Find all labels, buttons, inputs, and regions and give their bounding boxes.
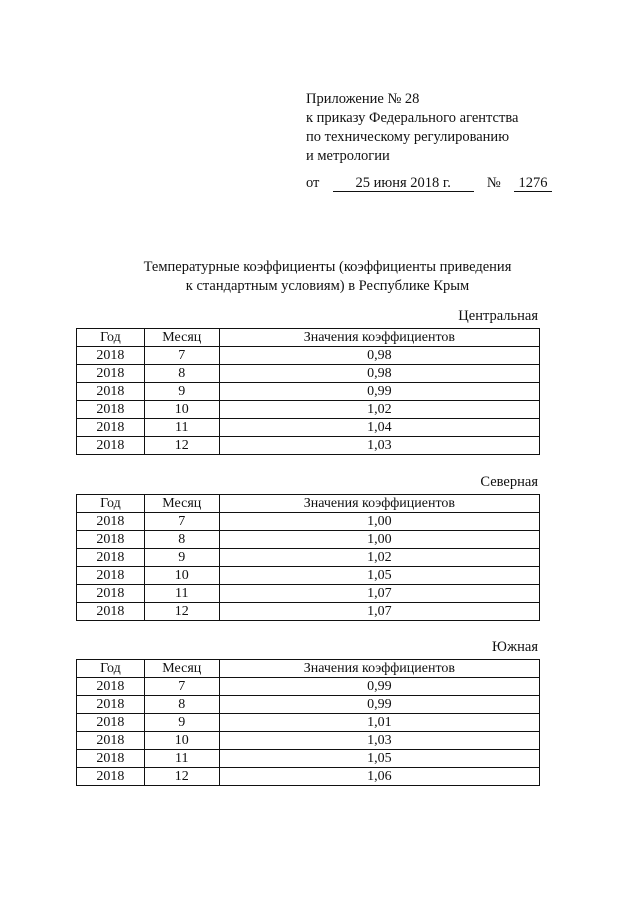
cell-month: 12 <box>144 603 219 621</box>
order-date: 25 июня 2018 г. <box>333 176 474 192</box>
title-line-1: Температурные коэффициенты (коэффициенты приведения <box>143 259 512 275</box>
cell-value: 1,02 <box>219 549 539 567</box>
order-reference-line: к приказу Федерального агентства <box>306 110 519 126</box>
cell-year: 2018 <box>77 567 145 585</box>
cell-year: 2018 <box>77 419 145 437</box>
cell-month: 11 <box>144 585 219 603</box>
cell-value: 1,03 <box>219 437 539 455</box>
column-header-year: Год <box>77 660 145 678</box>
cell-month: 8 <box>144 531 219 549</box>
table-row <box>77 365 540 383</box>
cell-value: 1,05 <box>219 567 539 585</box>
column-header-values: Значения коэффициентов <box>219 329 539 347</box>
order-date-number-line <box>306 174 552 193</box>
cell-year: 2018 <box>77 678 145 696</box>
table-row <box>77 585 540 603</box>
column-header-year: Год <box>77 329 145 347</box>
order-number: 1276 <box>514 176 552 192</box>
column-header-values: Значения коэффициентов <box>219 495 539 513</box>
cell-month: 7 <box>144 678 219 696</box>
table-header-row <box>77 329 540 347</box>
cell-year: 2018 <box>77 383 145 401</box>
cell-month: 12 <box>144 768 219 786</box>
table-row <box>77 401 540 419</box>
cell-month: 10 <box>144 401 219 419</box>
coefficients-table-northern <box>76 494 540 621</box>
table-row <box>77 567 540 585</box>
cell-month: 9 <box>144 549 219 567</box>
cell-value: 0,99 <box>219 383 539 401</box>
appendix-header <box>306 90 552 193</box>
order-number-sign: № <box>486 175 501 191</box>
table-header-row <box>77 660 540 678</box>
coefficients-table-central <box>76 328 540 455</box>
cell-year: 2018 <box>77 347 145 365</box>
cell-month: 8 <box>144 365 219 383</box>
column-header-month: Месяц <box>144 329 219 347</box>
cell-year: 2018 <box>77 696 145 714</box>
cell-value: 1,05 <box>219 750 539 768</box>
table-row <box>77 768 540 786</box>
table-row <box>77 437 540 455</box>
agency-line: по техническому регулированию <box>306 129 510 145</box>
cell-year: 2018 <box>77 531 145 549</box>
cell-year: 2018 <box>77 768 145 786</box>
cell-value: 1,00 <box>219 513 539 531</box>
title-line-2: к стандартным условиям) в Республике Крым <box>185 278 470 294</box>
cell-month: 12 <box>144 437 219 455</box>
cell-year: 2018 <box>77 437 145 455</box>
table-row <box>77 696 540 714</box>
cell-month: 7 <box>144 347 219 365</box>
cell-value: 0,98 <box>219 365 539 383</box>
cell-year: 2018 <box>77 585 145 603</box>
cell-value: 1,00 <box>219 531 539 549</box>
cell-value: 1,04 <box>219 419 539 437</box>
column-header-month: Месяц <box>144 660 219 678</box>
cell-value: 1,03 <box>219 732 539 750</box>
order-from-label: от <box>306 175 320 191</box>
cell-month: 10 <box>144 567 219 585</box>
table-row <box>77 513 540 531</box>
cell-value: 1,06 <box>219 768 539 786</box>
cell-month: 11 <box>144 750 219 768</box>
cell-year: 2018 <box>77 603 145 621</box>
column-header-month: Месяц <box>144 495 219 513</box>
agency-line-end: и метрологии <box>306 148 390 164</box>
cell-year: 2018 <box>77 750 145 768</box>
region-label-southern: Южная <box>492 639 538 655</box>
appendix-number: Приложение № 28 <box>306 91 420 107</box>
cell-year: 2018 <box>77 513 145 531</box>
cell-month: 9 <box>144 714 219 732</box>
table-row <box>77 714 540 732</box>
cell-value: 1,02 <box>219 401 539 419</box>
region-label-northern: Северная <box>480 474 538 490</box>
cell-year: 2018 <box>77 401 145 419</box>
table-row <box>77 549 540 567</box>
column-header-year: Год <box>77 495 145 513</box>
cell-month: 10 <box>144 732 219 750</box>
table-row <box>77 603 540 621</box>
table-row <box>77 750 540 768</box>
cell-value: 1,07 <box>219 585 539 603</box>
cell-month: 8 <box>144 696 219 714</box>
cell-value: 0,98 <box>219 347 539 365</box>
table-row <box>77 383 540 401</box>
table-header-row <box>77 495 540 513</box>
cell-value: 0,99 <box>219 678 539 696</box>
table-row <box>77 678 540 696</box>
cell-year: 2018 <box>77 732 145 750</box>
document-title <box>100 258 555 296</box>
coefficients-table-southern <box>76 659 540 786</box>
cell-value: 1,01 <box>219 714 539 732</box>
region-label-central: Центральная <box>458 308 538 324</box>
cell-month: 7 <box>144 513 219 531</box>
cell-year: 2018 <box>77 714 145 732</box>
table-row <box>77 531 540 549</box>
cell-value: 0,99 <box>219 696 539 714</box>
cell-year: 2018 <box>77 549 145 567</box>
table-row <box>77 419 540 437</box>
table-row <box>77 732 540 750</box>
cell-value: 1,07 <box>219 603 539 621</box>
cell-month: 9 <box>144 383 219 401</box>
cell-year: 2018 <box>77 365 145 383</box>
column-header-values: Значения коэффициентов <box>219 660 539 678</box>
table-row <box>77 347 540 365</box>
cell-month: 11 <box>144 419 219 437</box>
